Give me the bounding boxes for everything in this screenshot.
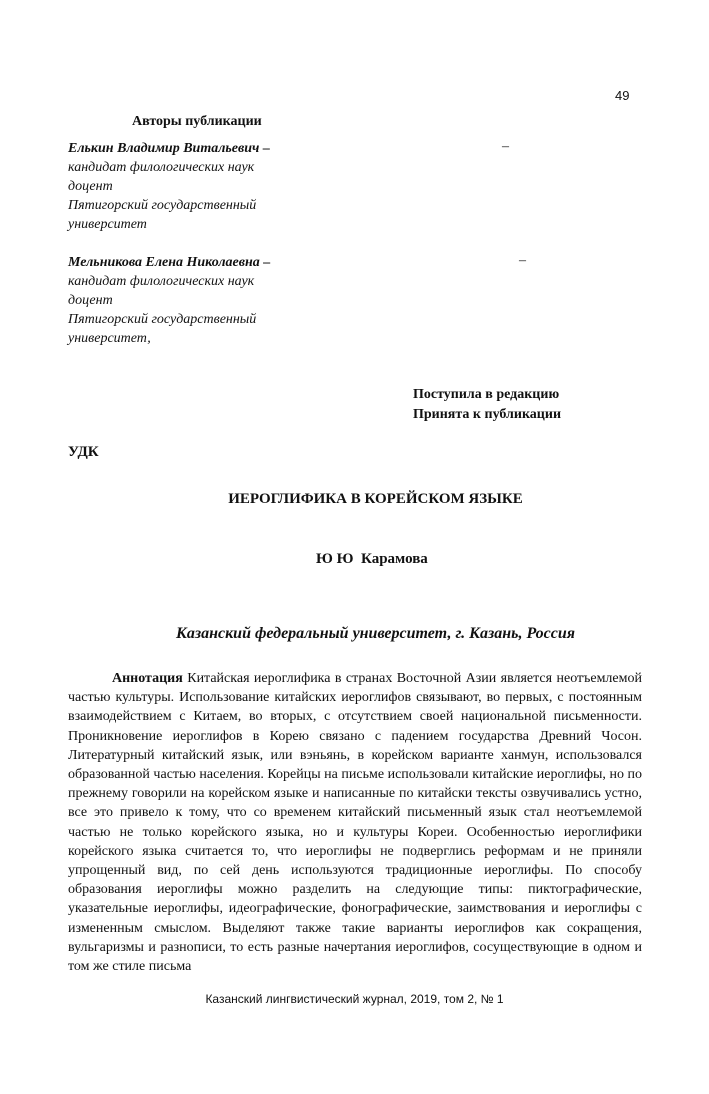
abstract bbox=[68, 669, 642, 976]
author-degree: кандидат филологических наук bbox=[68, 274, 255, 289]
received-label: Поступила в редакцию bbox=[413, 387, 560, 402]
abstract-text: Китайская иероглифика в странах Восточной Азии является неотъемлемой частью культуры. Использование китайских иероглифов связывают, во первых, с постоянным взаимодействием с Китаем, во вторых, с отсутствием своей национальной письменности. Проникновение иероглифов в Корею связано с падением государства Древний Чосон. Литературный китайский язык, или вэньянь, в корейском варианте ханмун, использовался образованной частью населения. Корейцы на письме использовали китайские иероглифы, но по прежнему говорили на корейском языке и написанные по китайски тексты озвучивались устно, все это привело к тому, что со временем китайский письменный язык стал неотъемлемой частью не только корейского языка, но и культуры Кореи. Особенностью иероглифики корейского языка считается то, что иероглифы не подверглись реформам и не приняли упрощенный вид, по сей день используются традиционные иероглифы. По способу образования иероглифы можно разделить на следующие типы: пиктографические, указательные иероглифы, идеографические, фонографические, заимствования и иероглифы с измененным смыслом. Выделяют также такие варианты иероглифов как сокращения, вульгаризмы и разнописи, то есть разные начертания иероглифов, сосуществующие в одном и том же стиле письма bbox=[68, 671, 642, 975]
author-dash: – bbox=[519, 253, 526, 268]
affiliation-row bbox=[0, 625, 709, 643]
abstract-label: Аннотация bbox=[112, 671, 183, 686]
author-position: доцент bbox=[68, 293, 113, 308]
accepted-label: Принята к публикации bbox=[413, 407, 562, 422]
author-university-cont: университет bbox=[68, 217, 147, 232]
article-author: Ю Ю Карамова bbox=[316, 551, 428, 567]
author-dash: – bbox=[502, 139, 509, 154]
article-title: ИЕРОГЛИФИКА В КОРЕЙСКОМ ЯЗЫКЕ bbox=[228, 491, 523, 507]
affiliation: Казанский федеральный университет, г. Казань, Россия bbox=[175, 625, 575, 642]
footer bbox=[0, 992, 709, 1006]
authors-section-title: Авторы публикации bbox=[132, 114, 262, 129]
author-position: доцент bbox=[68, 179, 113, 194]
author-degree: кандидат филологических наук bbox=[68, 160, 255, 175]
author-name: Елькин Владимир Витальевич – bbox=[68, 141, 270, 156]
page-number: 49 bbox=[615, 88, 630, 103]
journal-citation: Казанский лингвистический журнал, 2019, том 2, № 1 bbox=[205, 992, 504, 1006]
author-university-cont: университет, bbox=[68, 331, 151, 346]
author-block-1 bbox=[68, 139, 328, 234]
received-block bbox=[413, 385, 561, 425]
article-title-row bbox=[0, 491, 709, 508]
author-block-2 bbox=[68, 253, 328, 348]
author-university: Пятигорский государственный bbox=[68, 198, 257, 213]
udk-label: УДК bbox=[68, 444, 99, 460]
author-name: Мельникова Елена Николаевна – bbox=[68, 255, 271, 270]
author-university: Пятигорский государственный bbox=[68, 312, 257, 327]
